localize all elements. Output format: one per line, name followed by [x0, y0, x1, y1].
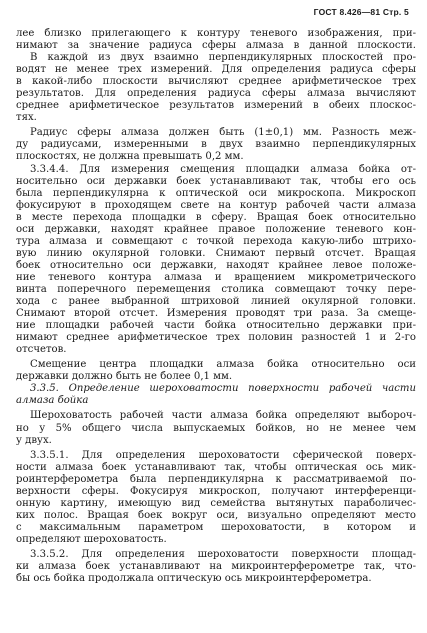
- text-line: Радиус сферы алмаза должен быть (1±0,1) мм. Разность меж-: [30, 127, 416, 139]
- page-header: ГОСТ 8.426—81 Стр. 5: [313, 7, 409, 17]
- text-line: хода с ранее выбранной штриховой линией окулярной головки.: [16, 296, 416, 308]
- text-line: определяют шероховатость.: [16, 533, 167, 545]
- text-line: алмаза бойка: [16, 395, 89, 407]
- document-body: [16, 28, 416, 585]
- text-line: боек относительно оси державки, находят крайнее левое положе-: [16, 259, 416, 271]
- text-line: фокусируют в проходящем свете на контур рабочей части алмаза: [16, 199, 416, 211]
- text-line: нимают среднее арифметическое трех половин разностей 1 и 2-го: [16, 332, 416, 344]
- text-line: Шероховатость рабочей части алмаза бойка определяют выбороч-: [30, 410, 416, 422]
- text-line: Смещение центра площадки алмаза бойка относительно оси: [30, 359, 416, 371]
- text-line: ких полос. Вращая боек вокруг оси, визуально определяют место: [16, 509, 416, 521]
- text-line: 3.3.5. Определение шероховатости поверхности рабочей части: [30, 383, 416, 395]
- text-line: В каждой из двух взаимно перпендикулярных плоскостей про-: [30, 52, 416, 64]
- text-line: ки алмаза боек устанавливают на микроинтерферометре так, что-: [16, 561, 416, 573]
- text-line: результатов. Для определения радиуса сферы алмаза вычисляют: [16, 88, 416, 100]
- text-line: в какой-либо плоскости вычисляют среднее арифметическое трех: [16, 76, 416, 88]
- text-line: тура алмаза и совмещают с точкой перехода какую-либо штрихо-: [16, 235, 416, 247]
- text-line: носительно оси державки боек устанавливают так, чтобы его ось: [16, 175, 416, 187]
- text-line: но у 5% общего числа выпускаемых бойков, но не менее чем: [16, 422, 416, 434]
- text-line: бы ось бойка продолжала оптическую ось микроинтерферометра.: [16, 573, 372, 585]
- section-heading: [16, 383, 416, 407]
- text-line: нимают за значение радиуса сферы алмаза в данной плоскости.: [16, 40, 416, 52]
- text-line: плоскостях, не должна превышать 0,2 мм.: [16, 151, 244, 163]
- text-line: верхности сферы. Фокусируя микроскоп, получают интерференци-: [16, 485, 416, 497]
- text-line: 3.3.5.1. Для определения шероховатости сферической поверх-: [30, 449, 416, 461]
- text-line: державки должно быть не более 0,1 мм.: [16, 371, 233, 383]
- text-line: отсчетов.: [16, 344, 67, 356]
- paragraph: [16, 164, 416, 357]
- text-line: ние теневого контура алмаза и вращением микрометрического: [16, 271, 416, 283]
- text-line: в месте перехода площадки в сферу. Вращая боек относительно: [16, 211, 416, 223]
- text-line: тях.: [16, 112, 37, 124]
- paragraph: [16, 28, 416, 124]
- text-line: оси державки, находят крайнее правое положение теневого кон-: [16, 223, 416, 235]
- paragraph: [16, 549, 416, 585]
- text-line: лее близко прилегающего к контуру теневого изображения, при-: [16, 28, 416, 39]
- text-line: у двух.: [16, 434, 52, 446]
- text-line: 3.3.4.4. Для измерения смещения площадки алмаза бойка от-: [30, 163, 416, 175]
- text-line: вую линию окулярной головки. Снимают первый отсчет. Вращая: [16, 247, 416, 259]
- text-line: ние площадки рабочей части бойка относительно державки при-: [16, 320, 416, 332]
- text-line: была перпендикулярна к оптической оси микроскопа. Микроскоп: [16, 187, 416, 199]
- text-line: роинтерферометра была перпендикулярна к рассматриваемой по-: [16, 473, 416, 485]
- text-line: онную картину, имеющую вид семейства вытянутых параболичес-: [16, 497, 416, 509]
- text-line: среднее арифметическое результатов измерений в обеих плоскос-: [16, 100, 416, 112]
- paragraph: [16, 410, 416, 446]
- text-line: Снимают второй отсчет. Измерения проводят три раза. За смеще-: [16, 308, 416, 320]
- paragraph: [16, 359, 416, 383]
- text-line: ду радиусами, измеренными в двух взаимно перпендикулярных: [16, 139, 416, 151]
- text-line: винта поперечного перемещения столика совмещают точку пере-: [16, 283, 416, 295]
- text-line: 3.3.5.2. Для определения шероховатости поверхности площад-: [30, 548, 416, 560]
- paragraph: [16, 450, 416, 546]
- text-line: ности алмаза боек устанавливают так, чтобы оптическая ось мик-: [16, 461, 416, 473]
- paragraph: [16, 127, 416, 163]
- text-line: с максимальным параметром шероховатости, в котором и: [16, 521, 416, 533]
- text-line: водят не менее трех измерений. Для определения радиуса сферы: [16, 64, 416, 76]
